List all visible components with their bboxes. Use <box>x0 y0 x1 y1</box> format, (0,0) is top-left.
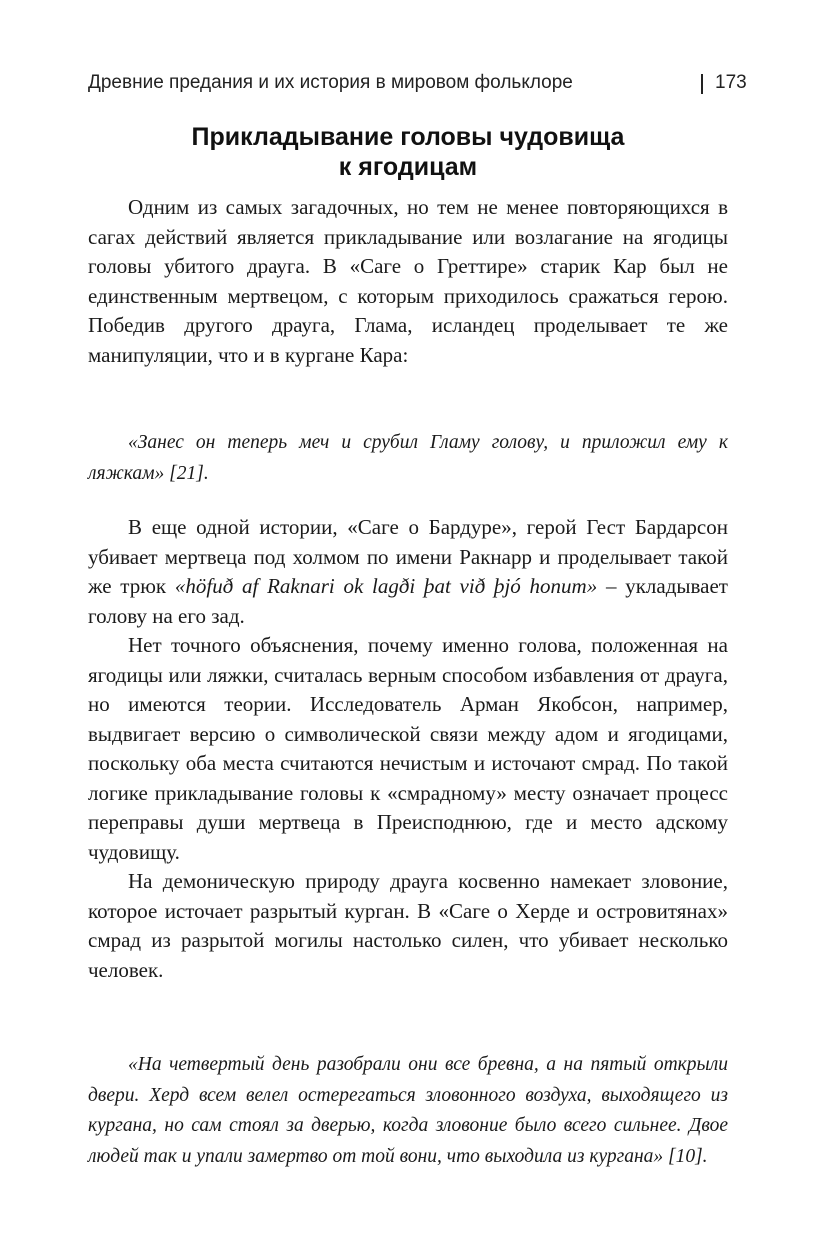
section-heading-line1: Прикладывание головы чудовища <box>191 123 625 151</box>
book-page <box>88 0 747 1252</box>
paragraph-2 <box>88 513 728 631</box>
section-heading-line2: к ягодицам <box>338 153 478 181</box>
quote-2: «На четвертый день разобрали они все бревна, а на пятый открыли двери. Херд всем велел остерегаться зловонного воздуха, выходящего из кургана, но сам стоял за дверью, когда зловоние было всего сильнее. Двое людей так и упали замертво от той вони, что выходила из кургана» [10]. <box>88 1054 728 1167</box>
book-title: Древние предания и их история в мировом фольклоре <box>88 72 573 93</box>
header-separator <box>701 74 703 94</box>
quote-block-2 <box>88 1050 728 1172</box>
paragraph-4: На демоническую природу драуга косвенно намекает зловоние, которое источает разрытый курган. В «Саге о Херде и островитянах» смрад из разрытой могилы настолько силен, что убивает несколько человек. <box>88 869 728 982</box>
section-heading <box>88 122 728 182</box>
paragraph-1: Одним из самых загадочных, но тем не менее повторяющихся в сагах действий является прикладывание или возлагание на ягодицы головы убитого драуга. В «Саге о Греттире» старик Кар был не единственным мертвецом, с которым приходилось сражаться герою. Победив другого драуга, Глама, исландец проделывает те же манипуляции, что и в кургане Кара: <box>88 195 728 367</box>
paragraph-2-end: – укладывает голову на его зад. <box>88 574 728 628</box>
paragraph-3: Нет точного объяснения, почему именно голова, положенная на ягодицы или ляжки, считалась верным способом избавления от драуга, но имеются теории. Исследователь Арман Якобсон, например, выдвигает версию о символической связи между адом и ягодицами, поскольку оба места считаются нечистым и источают смрад. По такой логике прикладывание головы к «смрадному» месту означает процесс переправы души мертвеца в Преисподнюю, где и место адскому чудовищу. <box>88 633 728 864</box>
page-number: 173 <box>715 72 747 93</box>
quote-block-1 <box>88 428 728 489</box>
paragraph-2-old-norse-quote: «höfuð af Raknari ok lagði þat við þjó honum» <box>174 574 598 598</box>
body-block-1 <box>88 193 728 370</box>
body-block-2 <box>88 513 728 985</box>
paragraph-2-start: В еще одной истории, «Саге о Бардуре», герой Гест Бардарсон убивает мертвеца под холмом по имени Ракнарр и проделывает такой же трюк <box>88 515 728 598</box>
quote-1: «Занес он теперь меч и срубил Гламу голову, и приложил ему к ляжкам» [21]. <box>88 432 728 484</box>
running-header <box>88 70 748 100</box>
